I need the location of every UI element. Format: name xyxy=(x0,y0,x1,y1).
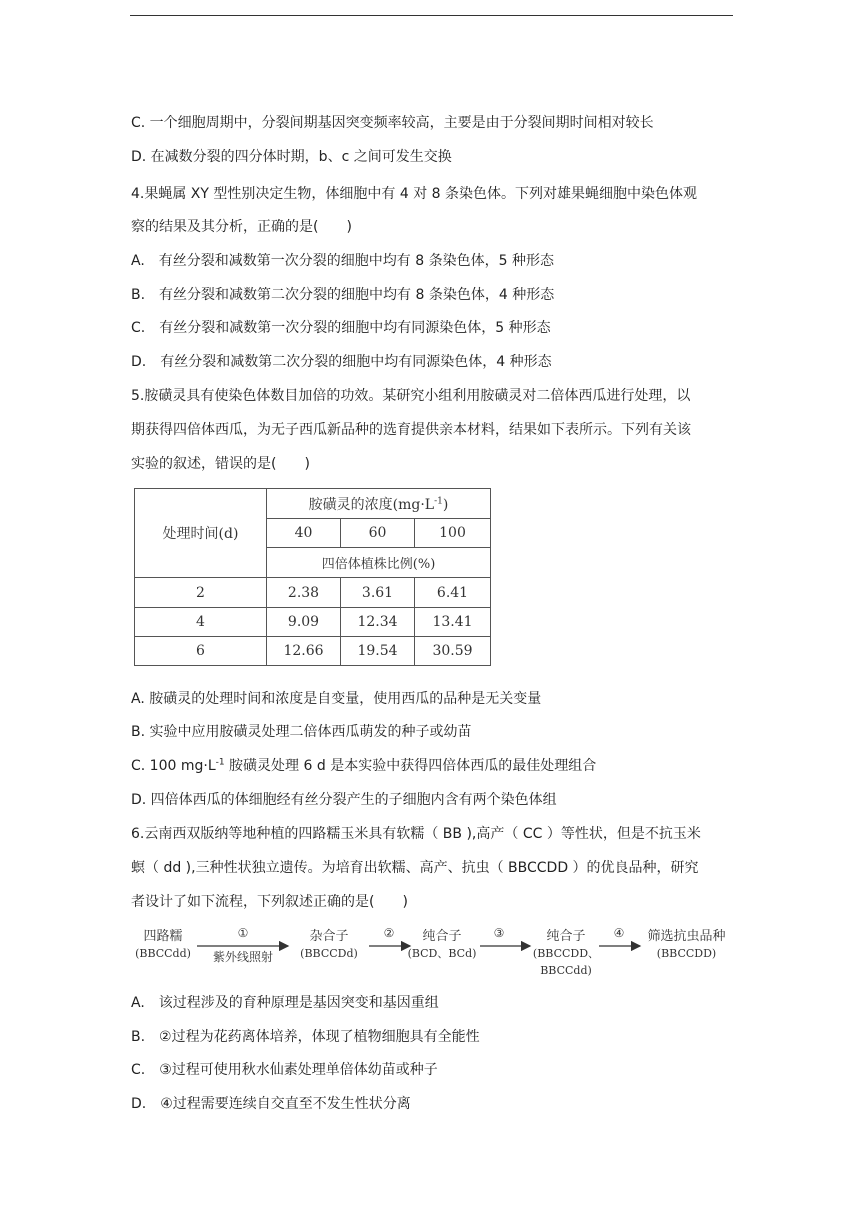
flow-node-heterozygote xyxy=(290,928,368,962)
q4-option-a: A. 有丝分裂和减数第一次分裂的细胞中均有 8 条染色体，5 种形态 xyxy=(131,253,554,269)
flow-node-name: 杂合子 xyxy=(309,929,349,944)
q4-option-b: B. 有丝分裂和减数第二次分裂的细胞中均有 8 条染色体，4 种形态 xyxy=(131,287,555,303)
flow-node-name: 纯合子 xyxy=(422,929,462,944)
q5-option-a: A. 胺磺灵的处理时间和浓度是自变量，使用西瓜的品种是无关变量 xyxy=(131,691,542,707)
flow-node-sitluonuo xyxy=(130,928,196,962)
value-cell: 12.66 xyxy=(267,637,341,666)
flow-step-4: ④ xyxy=(613,926,625,940)
flow-node-haploid xyxy=(402,928,482,962)
flow-node-genotype: (BBCCDd) xyxy=(300,947,358,960)
concentration-cell: 60 xyxy=(341,519,415,548)
concentration-header-close: ) xyxy=(442,496,449,513)
value-cell: 13.41 xyxy=(415,608,491,637)
flow-step-3: ③ xyxy=(493,926,505,940)
flow-node-name: 纯合子 xyxy=(546,929,586,944)
q6-option-b: B. ②过程为花药离体培养，体现了植物细胞具有全能性 xyxy=(131,1029,480,1045)
q6-option-a: A. 该过程涉及的育种原理是基因突变和基因重组 xyxy=(131,995,439,1011)
results-table xyxy=(134,488,491,666)
value-cell: 30.59 xyxy=(415,637,491,666)
flow-node-selected-variety xyxy=(640,928,733,962)
flow-node-name: 四路糯 xyxy=(143,929,183,944)
q6-stem-line2: 螟（ dd ),三种性状独立遗传。为培育出软糯、高产、抗虫（ BBCCDD ）的优良品种，研究 xyxy=(131,860,699,876)
q6-stem-line3: 者设计了如下流程，下列叙述正确的是( ) xyxy=(131,894,408,910)
q5-stem-line2: 期获得四倍体西瓜，为无子西瓜新品种的选育提供亲本材料，结果如下表所示。下列有关该 xyxy=(131,422,691,438)
q5-option-d: D. 四倍体西瓜的体细胞经有丝分裂产生的子细胞内含有两个染色体组 xyxy=(131,792,557,808)
q5-stem-line3: 实验的叙述，错误的是( ) xyxy=(131,456,310,472)
flow-step-2: ② xyxy=(383,926,395,940)
q6-stem-line1: 6.云南西双版纳等地种植的四路糯玉米具有软糯（ BB ),高产（ CC ）等性状，但是不抗玉米 xyxy=(131,826,701,842)
flow-node-genotype: (BCD、BCd) xyxy=(407,947,477,960)
q5-option-c-pre: C. 100 mg·L xyxy=(131,758,216,774)
value-cell: 9.09 xyxy=(267,608,341,637)
q4-option-c: C. 有丝分裂和减数第一次分裂的细胞中均有同源染色体，5 种形态 xyxy=(131,320,551,336)
q4-stem-line1: 4.果蝇属 XY 型性别决定生物，体细胞中有 4 对 8 条染色体。下列对雄果蝇细胞中染色体观 xyxy=(131,186,698,202)
concentration-header-cell xyxy=(267,489,491,519)
q6-option-c: C. ③过程可使用秋水仙素处理单倍体幼苗或种子 xyxy=(131,1062,438,1078)
flow-node-genotype: (BBCCdd) xyxy=(135,947,191,960)
value-cell: 3.61 xyxy=(341,578,415,608)
q3-option-c: C. 一个细胞周期中，分裂间期基因突变频率较高，主要是由于分裂间期时间相对较长 xyxy=(131,115,654,131)
q6-option-d: D. ④过程需要连续自交直至不发生性状分离 xyxy=(131,1096,411,1112)
flow-node-name: 筛选抗虫品种 xyxy=(647,929,726,944)
flow-step-1: ① xyxy=(237,926,249,940)
q5-option-c-sup: -1 xyxy=(215,757,225,768)
time-cell: 6 xyxy=(135,637,267,666)
row-header-label: 处理时间(d) xyxy=(162,526,239,542)
flow-node-homozygote xyxy=(531,928,601,979)
table-row xyxy=(135,578,491,608)
flow-node-genotype: BBCCdd) xyxy=(540,964,592,977)
table-row xyxy=(135,637,491,666)
concentration-header-sup: -1 xyxy=(434,495,443,506)
breeding-flowchart xyxy=(130,925,733,978)
concentration-cell: 100 xyxy=(415,519,491,548)
header-rule xyxy=(130,15,733,16)
concentration-header-label: 胺磺灵的浓度(mg·L xyxy=(308,496,435,513)
value-cell: 6.41 xyxy=(415,578,491,608)
flow-step-1-label: 紫外线照射 xyxy=(212,950,273,964)
q4-stem-line2: 察的结果及其分析，正确的是( ) xyxy=(131,219,352,235)
q3-option-d: D. 在减数分裂的四分体时期，b、c 之间可发生交换 xyxy=(131,149,452,165)
row-header-cell xyxy=(135,489,267,578)
q5-option-b: B. 实验中应用胺磺灵处理二倍体西瓜萌发的种子或幼苗 xyxy=(131,724,472,740)
flow-node-genotype: (BBCCDD) xyxy=(656,947,717,960)
table-row xyxy=(135,608,491,637)
time-cell: 2 xyxy=(135,578,267,608)
q5-option-c xyxy=(131,756,596,776)
value-cell: 2.38 xyxy=(267,578,341,608)
q5-stem-line1: 5.胺磺灵具有使染色体数目加倍的功效。某研究小组利用胺磺灵对二倍体西瓜进行处理，以 xyxy=(131,388,691,404)
concentration-cell: 40 xyxy=(267,519,341,548)
q4-option-d: D. 有丝分裂和减数第二次分裂的细胞中均有同源染色体，4 种形态 xyxy=(131,354,552,370)
flow-node-genotype: (BBCCDD、 xyxy=(532,947,600,960)
value-cell: 12.34 xyxy=(341,608,415,637)
q5-option-c-post: 胺磺灵处理 6 d 是本实验中获得四倍体西瓜的最佳处理组合 xyxy=(224,758,597,774)
time-cell: 4 xyxy=(135,608,267,637)
value-cell: 19.54 xyxy=(341,637,415,666)
ratio-header-cell: 四倍体植株比例(%) xyxy=(267,548,491,578)
